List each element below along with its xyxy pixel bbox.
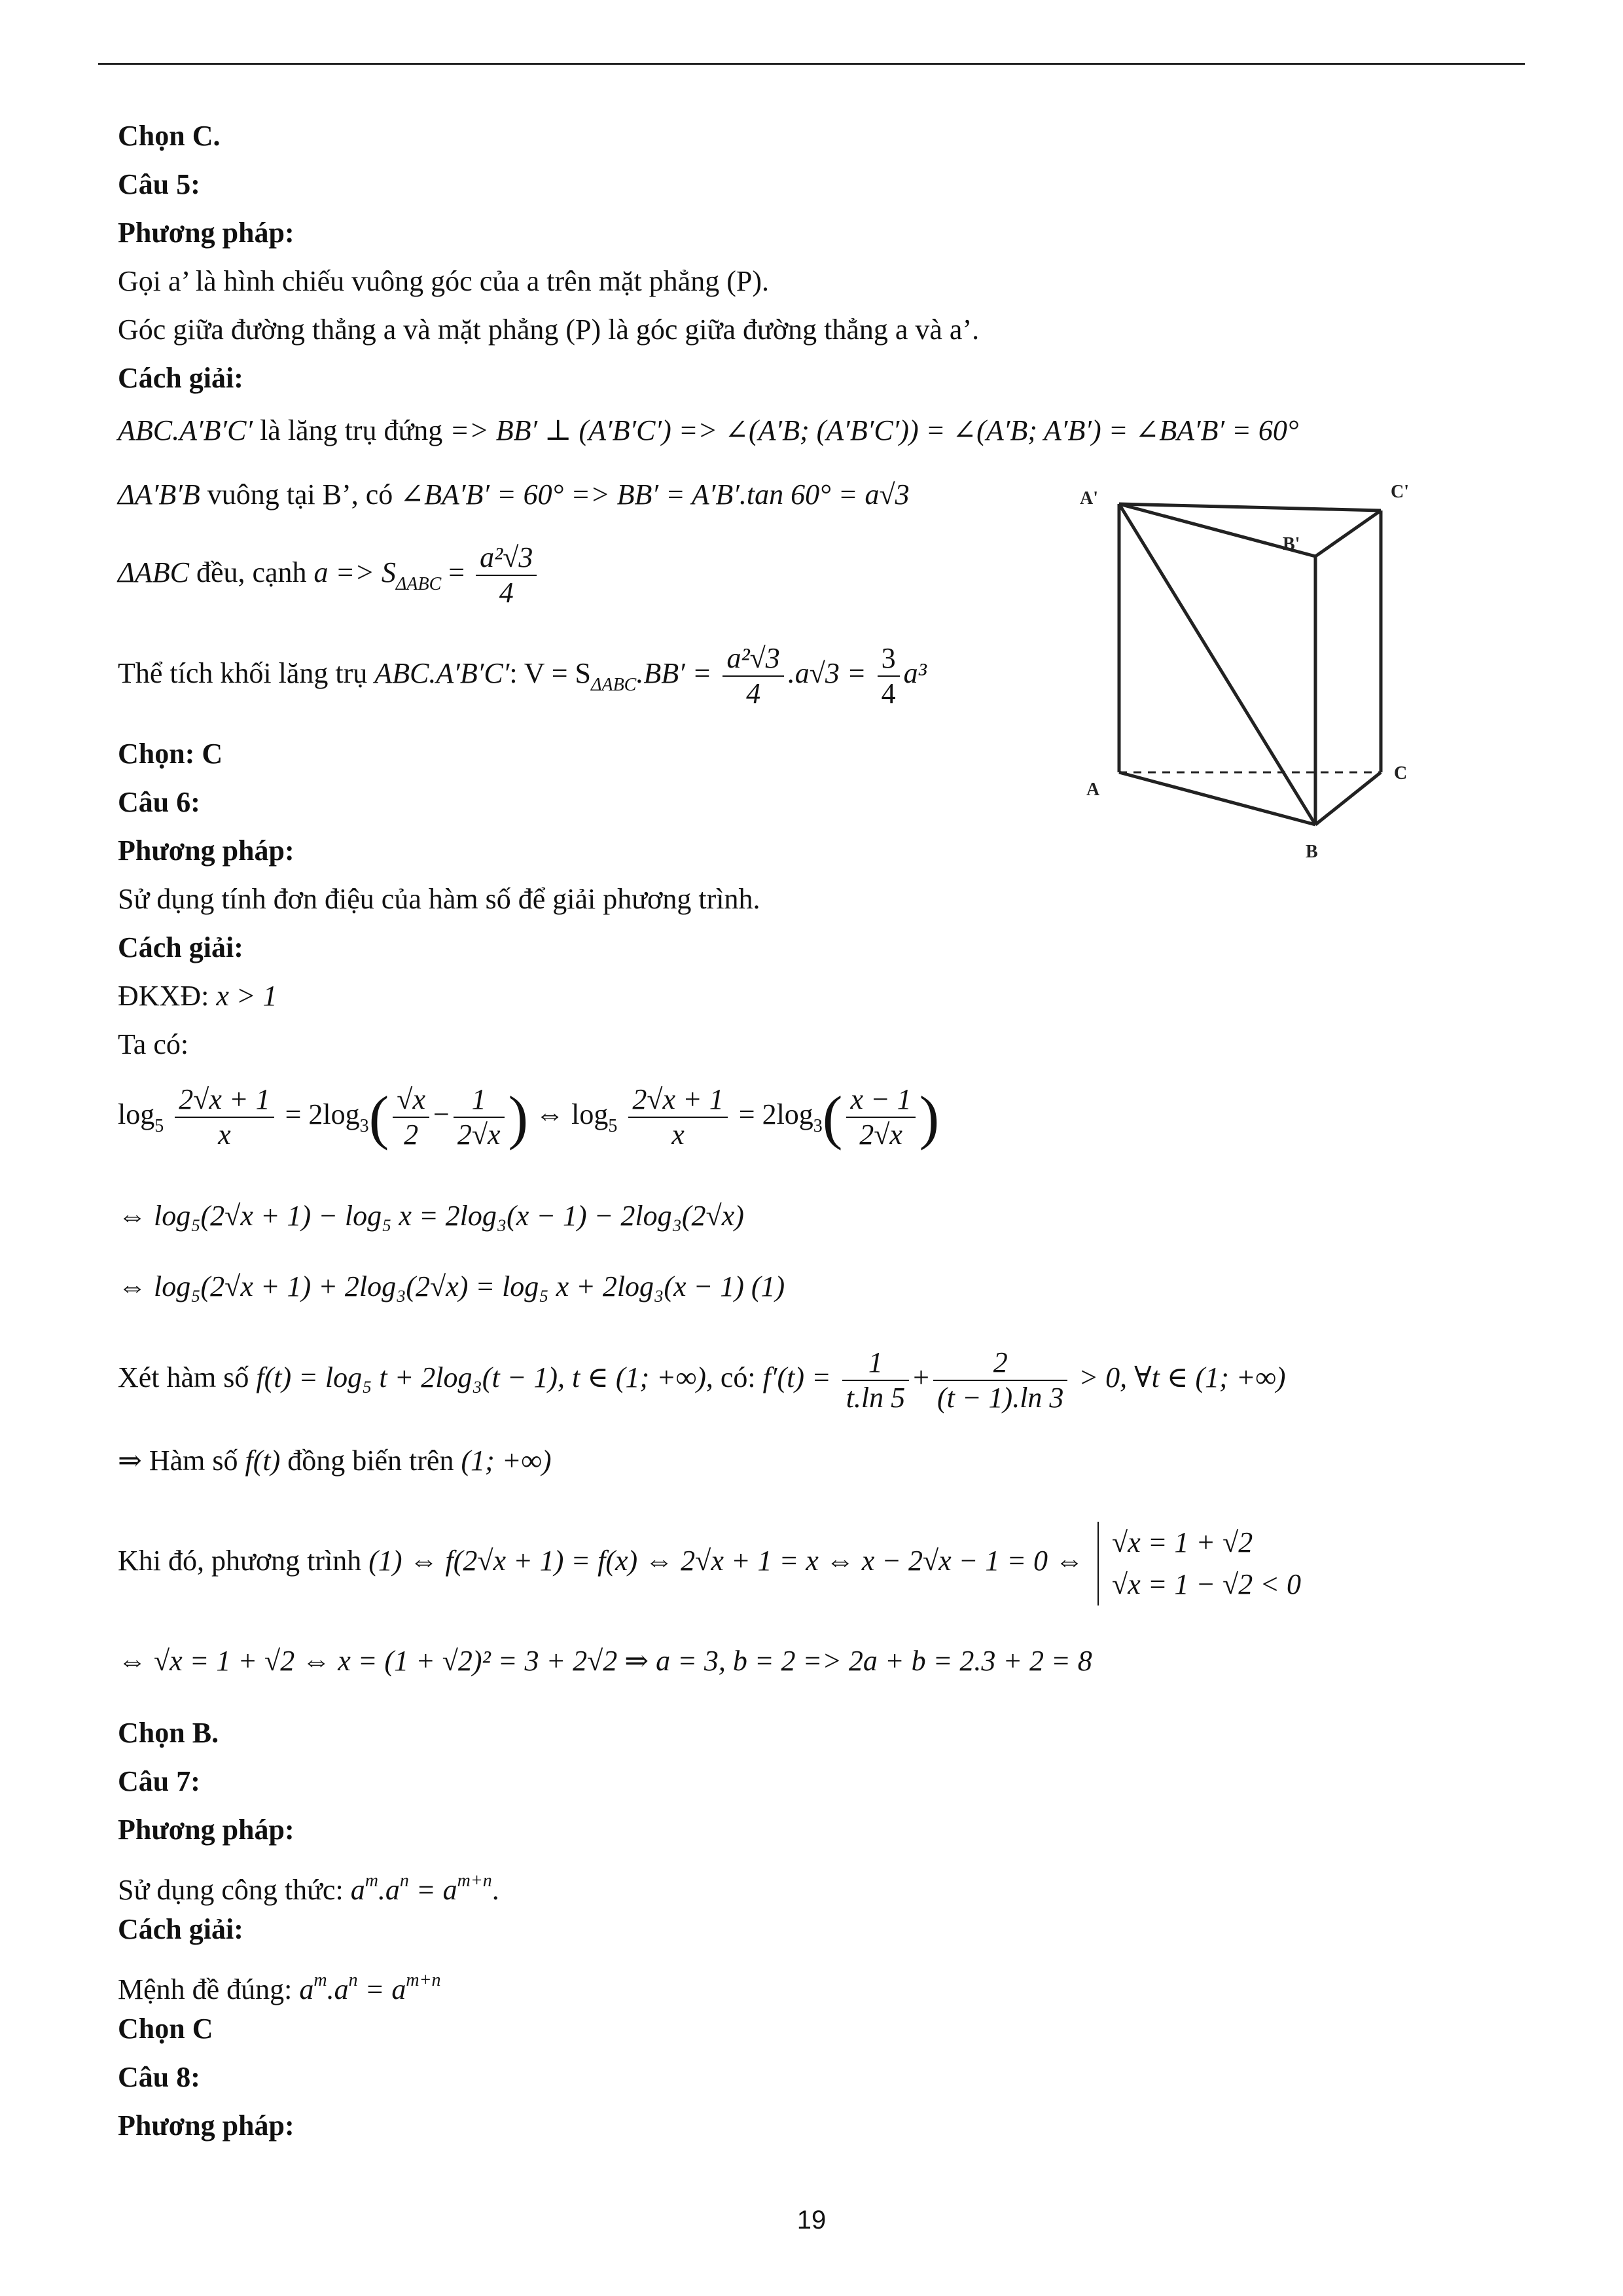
- denominator: x: [218, 1118, 231, 1151]
- math: x > 1: [216, 980, 277, 1012]
- superscript: m: [365, 1871, 378, 1891]
- label-b: B: [1306, 842, 1318, 862]
- text: .: [491, 1874, 499, 1906]
- fraction: [842, 1346, 909, 1415]
- fraction: [476, 541, 537, 610]
- text: Mệnh đề đúng:: [118, 1973, 300, 2005]
- solution-line: [118, 641, 927, 711]
- math: .a: [378, 1874, 400, 1906]
- math: ΔABC: [118, 556, 189, 589]
- question-heading: Câu 8:: [118, 2061, 200, 2093]
- case-2: √x = 1 − √2 < 0: [1112, 1568, 1301, 1600]
- text: vuông tại B’, có: [200, 478, 401, 511]
- text: là lăng trụ đứng: [253, 414, 450, 446]
- math: .a√3 =: [787, 657, 866, 690]
- superscript: m+n: [457, 1871, 492, 1891]
- equation-final: ⇔ √x = 1 + √2 ⇔ x = (1 + √2)² = 3 + 2√2 ⇒ a = 3, b = 2 => 2a + b = 2.3 + 2 = 8: [118, 1645, 1092, 1677]
- text: : V = S: [509, 657, 592, 690]
- case-1: √x = 1 + √2: [1112, 1526, 1253, 1558]
- solution-heading: Cách giải:: [118, 931, 243, 963]
- math: a => S: [313, 556, 396, 589]
- subscript: 3: [359, 1116, 369, 1136]
- text: đồng biến trên: [280, 1444, 461, 1477]
- denominator: 4: [499, 577, 514, 609]
- method-text: Góc giữa đường thẳng a và mặt phẳng (P) là góc giữa đường thẳng a và a’.: [118, 314, 980, 346]
- numerator: 1: [842, 1346, 909, 1381]
- question-heading: Câu 6:: [118, 786, 200, 818]
- text: Xét hàm số: [118, 1361, 257, 1393]
- math: (1) ⇔ f(2√x + 1) = f(x) ⇔ 2√x + 1 = x ⇔ x − 2√x − 1 = 0 ⇔: [368, 1545, 1084, 1577]
- numerator: 2√x + 1: [175, 1083, 274, 1118]
- math: a: [350, 1874, 365, 1906]
- text-line: Ta có:: [118, 1028, 189, 1060]
- fraction: [628, 1083, 727, 1152]
- subscript: 5: [154, 1116, 164, 1136]
- question-heading: Câu 7:: [118, 1765, 200, 1797]
- subscript: ΔABC: [591, 675, 637, 696]
- paren: (: [822, 1083, 843, 1151]
- label-c: C: [1394, 763, 1408, 783]
- math: > 0, ∀t ∈ (1; +∞): [1079, 1361, 1286, 1393]
- monotone-line: [118, 1443, 551, 1479]
- equation-1: [118, 1072, 939, 1169]
- superscript: n: [348, 1970, 358, 1990]
- solution-line: [118, 412, 1298, 449]
- superscript: m+n: [406, 1970, 441, 1990]
- numerator: 3: [878, 641, 900, 677]
- method-heading: Phương pháp:: [118, 2109, 294, 2142]
- answer-label: Chọn: C: [118, 738, 223, 770]
- math: = a: [357, 1973, 406, 2005]
- text: Sử dụng công thức:: [118, 1874, 351, 1906]
- numerator: x − 1: [846, 1083, 915, 1118]
- method-text: Sử dụng tính đơn điệu của hàm số để giải phương trình.: [118, 883, 760, 915]
- math: .BB′ =: [636, 657, 712, 690]
- fraction: [878, 641, 900, 711]
- denominator: 2: [404, 1118, 419, 1151]
- label-b-prime: B': [1283, 534, 1300, 554]
- edge-a1c1: [1119, 504, 1381, 511]
- numerator: a²√3: [476, 541, 537, 576]
- denominator: 2√x: [457, 1118, 501, 1151]
- equation-solve: [118, 1512, 1301, 1610]
- fraction: [933, 1346, 1067, 1415]
- fraction: [175, 1083, 274, 1152]
- answer-label: Chọn C: [118, 2013, 213, 2045]
- condition-line: [118, 978, 277, 1014]
- answer-label: Chọn C.: [118, 120, 221, 152]
- subscript: 5: [608, 1116, 618, 1136]
- edge-ab: [1119, 772, 1315, 825]
- subscript: 3: [813, 1116, 823, 1136]
- fraction: [393, 1083, 429, 1152]
- math: a³: [903, 657, 927, 690]
- edge-b1c1: [1315, 511, 1381, 556]
- numerator: 2: [933, 1346, 1067, 1381]
- math: = 2log: [285, 1098, 360, 1130]
- paren: (: [368, 1083, 389, 1151]
- question-heading: Câu 5:: [118, 168, 200, 200]
- numerator: 1: [454, 1083, 505, 1118]
- case-bracket: [1097, 1522, 1301, 1605]
- math: (1; +∞): [461, 1444, 552, 1477]
- math: ⇔ log: [535, 1098, 609, 1130]
- page-number: 19: [796, 2206, 827, 2234]
- header-rule: [98, 63, 1525, 65]
- label-c-prime: C': [1391, 482, 1409, 502]
- math: ABC.A′B′C′: [118, 414, 253, 446]
- paren: ): [919, 1083, 940, 1151]
- numerator: √x: [393, 1083, 429, 1118]
- text: Thể tích khối lăng trụ: [118, 657, 375, 690]
- answer-label: Chọn B.: [118, 1717, 219, 1749]
- solution-line: ΔABC đều, cạnh $a => S_{\Delta ABC}$ = $\frac{\text{a²√3}}{4}$: [118, 541, 541, 610]
- math: +: [913, 1361, 929, 1393]
- math: f(t): [245, 1444, 281, 1477]
- superscript: m: [313, 1970, 327, 1990]
- denominator: 4: [746, 677, 761, 709]
- method-heading: Phương pháp:: [118, 1814, 294, 1846]
- function-line: [118, 1335, 1285, 1420]
- math: −: [433, 1098, 450, 1130]
- method-text: [118, 1863, 499, 1909]
- solution-heading: Cách giải:: [118, 1913, 243, 1945]
- math: = a: [408, 1874, 457, 1906]
- equation-3: ⇔ log₅(2√x + 1) + 2log₃(2√x) = log₅ x + 2log₃(x − 1) (1): [118, 1270, 785, 1302]
- edge-bc: [1315, 772, 1381, 825]
- fraction: [454, 1083, 505, 1152]
- subscript: ΔABC: [395, 574, 442, 595]
- math: .a: [327, 1973, 349, 2005]
- method-heading: Phương pháp:: [118, 834, 294, 867]
- fraction: [846, 1083, 915, 1152]
- method-text: Gọi a’ là hình chiếu vuông góc của a trên mặt phẳng (P).: [118, 265, 769, 297]
- math: ΔA′B′B: [118, 478, 200, 511]
- numerator: a²√3: [722, 641, 783, 677]
- denominator: x: [671, 1118, 685, 1151]
- prism-figure: [1073, 471, 1440, 890]
- numerator: 2√x + 1: [628, 1083, 727, 1118]
- text: ĐKXĐ:: [118, 980, 217, 1012]
- solution-heading: Cách giải:: [118, 362, 243, 394]
- math: log: [118, 1098, 155, 1130]
- denominator: 4: [881, 677, 896, 709]
- math: a: [299, 1973, 314, 2005]
- math: ∠BA′B′ = 60° => BB′ = A′B′.tan 60° = a√3: [400, 478, 910, 511]
- denominator: 2√x: [859, 1118, 902, 1151]
- solution-line: [118, 1962, 440, 2008]
- method-heading: Phương pháp:: [118, 217, 294, 249]
- paren: ): [508, 1083, 529, 1151]
- math: f(t) = log₅ t + 2log₃(t − 1), t ∈ (1; +∞): [256, 1361, 706, 1393]
- equation-2: ⇔ log₅(2√x + 1) − log₅ x = 2log₃(x − 1) − 2log₃(2√x): [118, 1200, 744, 1232]
- superscript: n: [399, 1871, 409, 1891]
- math: = 2log: [738, 1098, 813, 1130]
- math: ABC.A′B′C′: [374, 657, 510, 690]
- text: ⇒ Hàm số: [118, 1444, 245, 1477]
- label-a-prime: A': [1080, 488, 1098, 509]
- math: => BB′ ⊥ (A′B′C′) => ∠(A′B; (A′B′C′)) = ∠(A′B; A′B′) = ∠BA′B′ = 60°: [450, 414, 1299, 446]
- fraction: [722, 641, 783, 711]
- text: đều, cạnh: [188, 556, 314, 589]
- label-a: A: [1086, 780, 1100, 800]
- denominator: t.ln 5: [846, 1381, 906, 1414]
- text: Khi đó, phương trình: [118, 1545, 369, 1577]
- text: , có:: [705, 1361, 763, 1393]
- math: f′(t) =: [762, 1361, 831, 1393]
- solution-line: [118, 476, 910, 513]
- denominator: (t − 1).ln 3: [936, 1381, 1064, 1414]
